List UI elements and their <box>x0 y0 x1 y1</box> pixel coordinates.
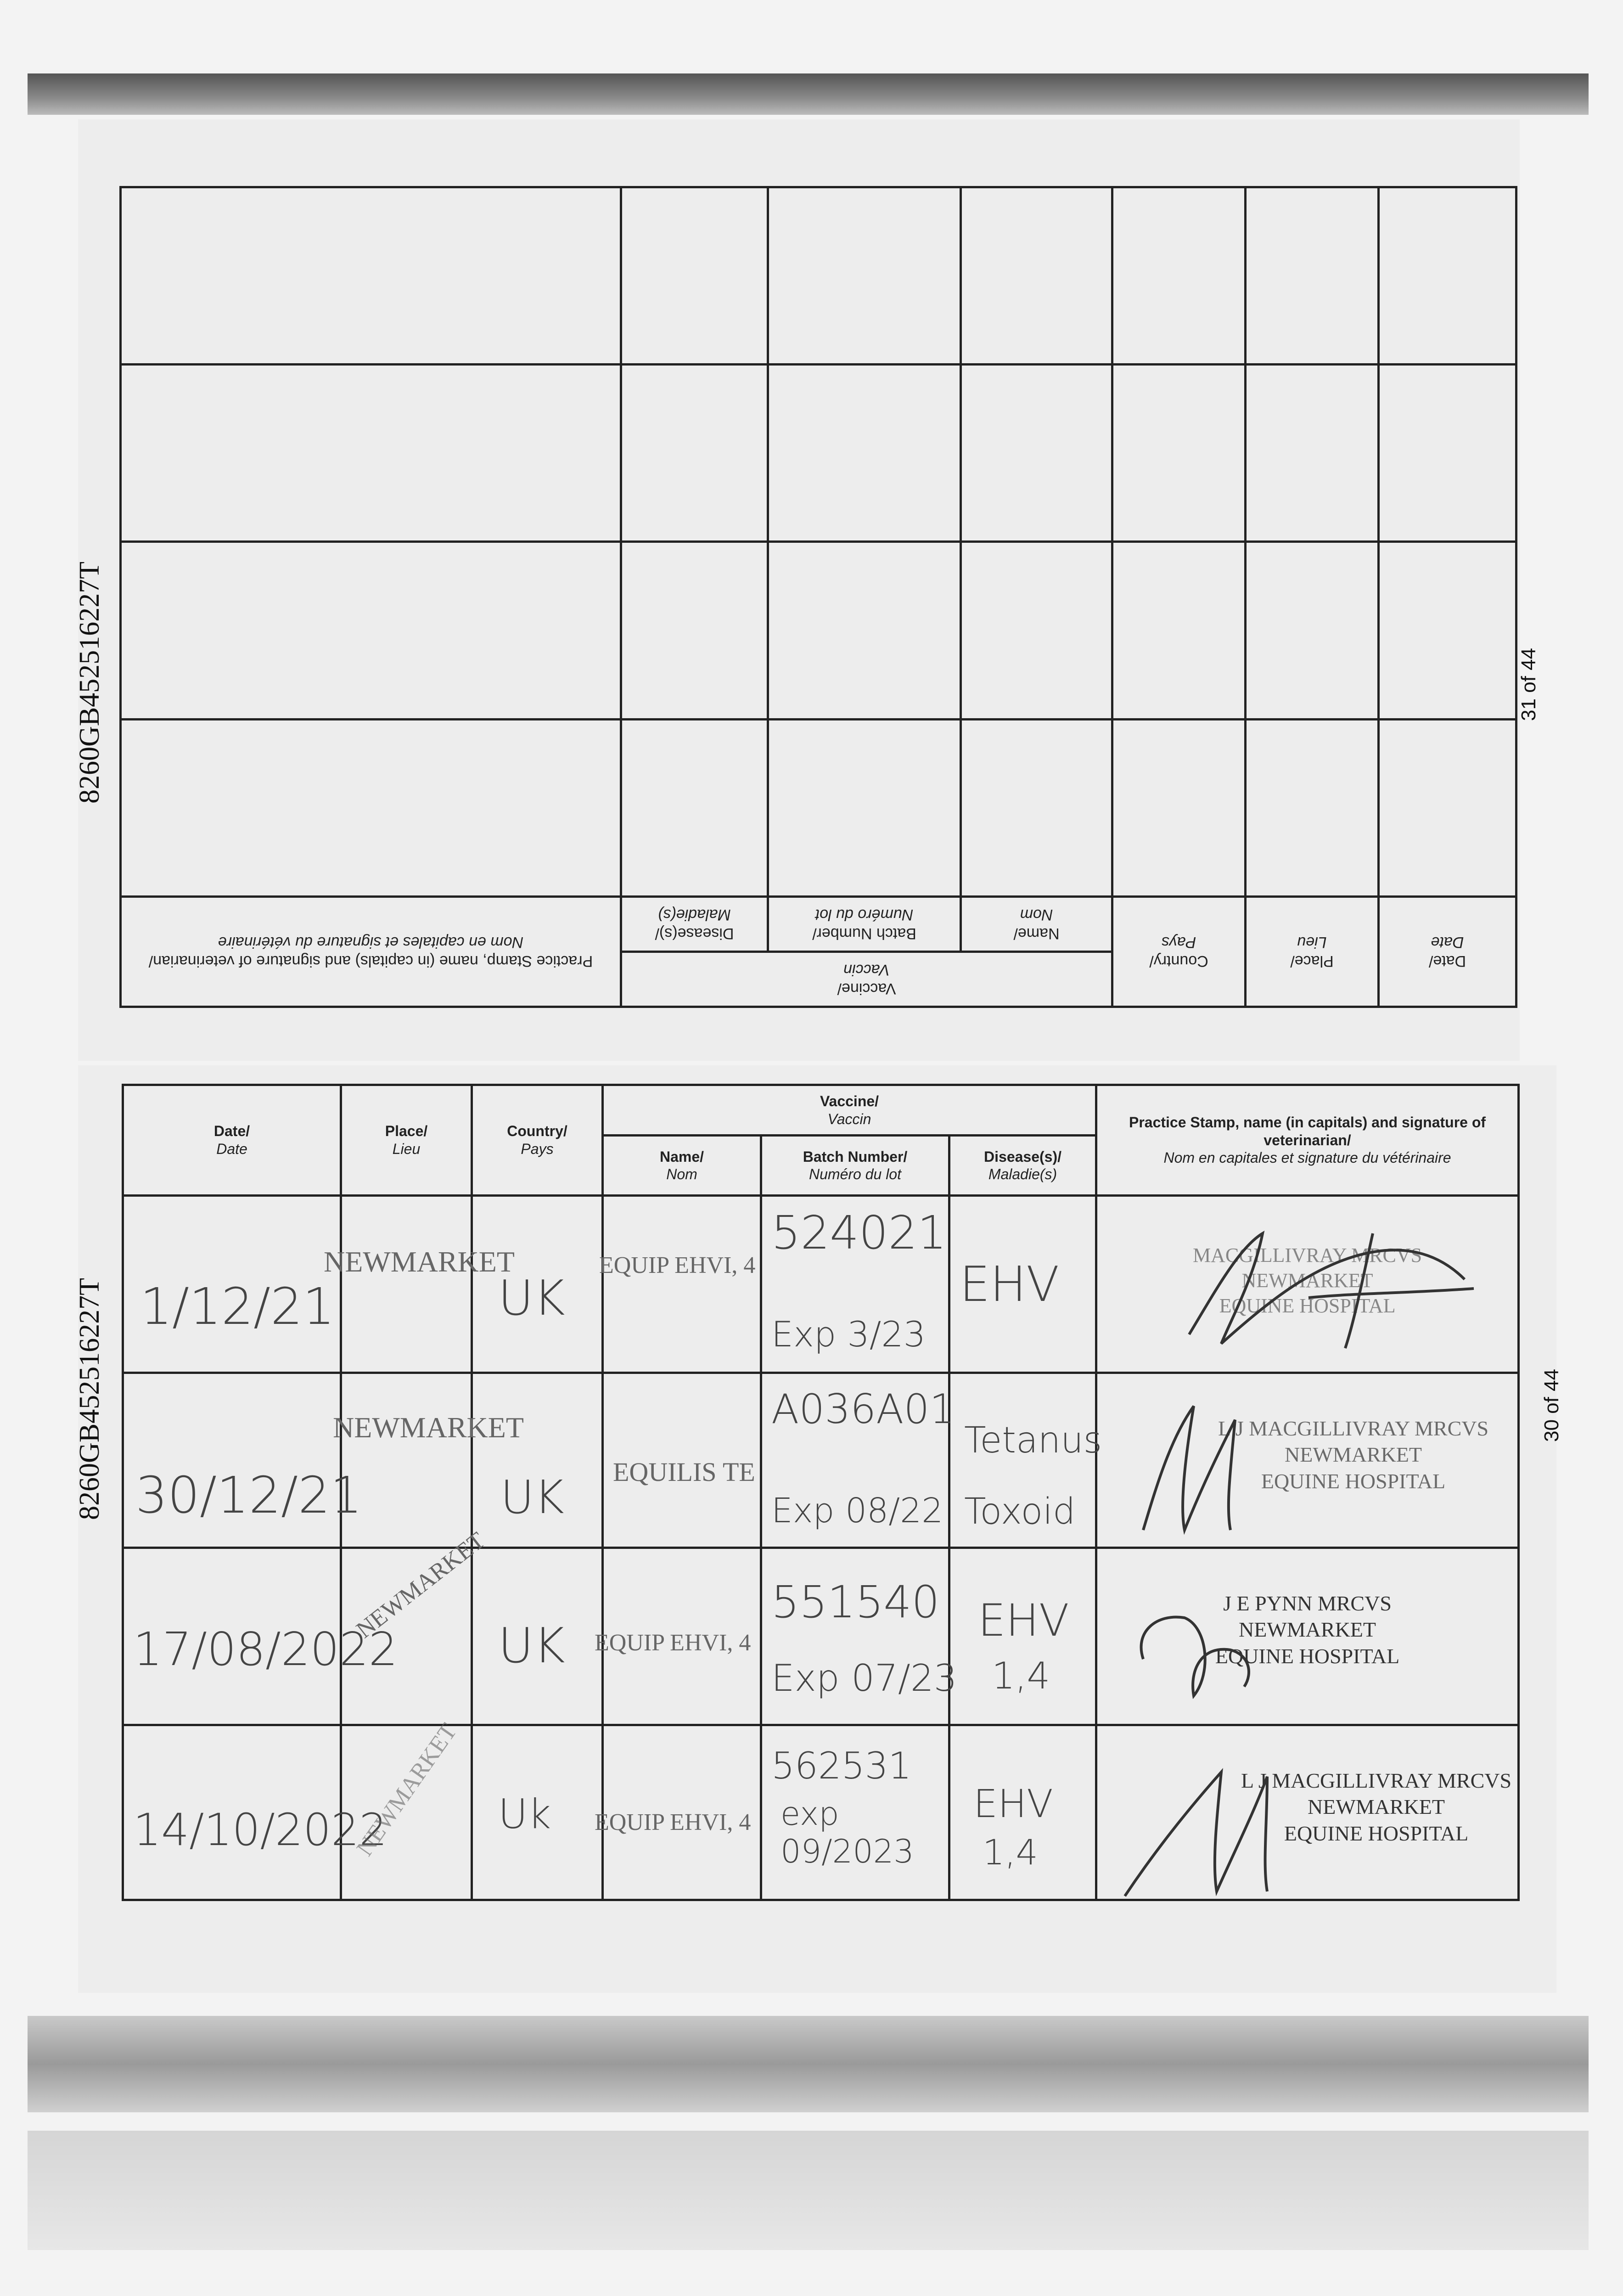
blank-row <box>121 187 1516 365</box>
date-entry: 17/08/2022 <box>133 1622 398 1676</box>
page-number-upper: 31 of 44 <box>1517 647 1540 721</box>
document-id-lower: 8260GB452516227T <box>74 1278 105 1520</box>
disease-entry: EHV <box>973 1781 1053 1826</box>
disease-entry-2: Toxoid <box>964 1491 1076 1532</box>
vet-signature <box>1116 1392 1299 1539</box>
scan-shadow-top <box>28 73 1589 115</box>
vet-signature <box>1116 1215 1492 1353</box>
vaccination-table <box>122 1084 1520 1901</box>
header-vaccine: Vaccine/ Vaccin <box>621 952 1112 1007</box>
vaccination-row <box>123 1373 1519 1548</box>
header-batch: Batch Number/ Numéro du lot <box>768 897 961 952</box>
header-batch: Batch Number/ Numéro du lot <box>761 1136 949 1195</box>
vaccination-row <box>123 1548 1519 1725</box>
date-entry: 30/12/21 <box>135 1465 363 1525</box>
vaccine-name-stamp: EQUIP EHVI, 4 <box>595 1809 751 1835</box>
disease-entry: EHV <box>978 1594 1069 1646</box>
vet-signature <box>1116 1567 1299 1714</box>
disease-entry: Tetanus <box>964 1419 1102 1461</box>
disease-entry-2: 1,4 <box>992 1654 1050 1697</box>
batch-expiry: Exp 07/23 <box>771 1656 957 1699</box>
batch-number: 551540 <box>771 1576 940 1628</box>
vaccination-table-blank <box>122 186 1517 1008</box>
disease-entry: EHV <box>960 1256 1060 1312</box>
header-date: Date/ Date <box>123 1085 341 1196</box>
place-stamp: NEWMARKET <box>351 1718 462 1861</box>
batch-number: A036A01 <box>771 1385 955 1433</box>
vet-stamp: J E PYNN MRCVS NEWMARKET EQUINE HOSPITAL <box>1215 1591 1400 1668</box>
vaccine-name-stamp: EQUIP EHVI, 4 <box>599 1252 756 1278</box>
header-date: Date/ Date <box>1379 897 1516 1007</box>
header-disease: Disease(s)/ Maladie(s) <box>949 1136 1096 1195</box>
header-name: Name/ Nom <box>603 1136 761 1195</box>
batch-expiry: Exp 3/23 <box>771 1313 926 1355</box>
header-name: Name/ Nom <box>961 897 1112 952</box>
header-place: Place/ Lieu <box>341 1085 472 1196</box>
header-country: Country/ Pays <box>1112 897 1246 1007</box>
header-disease: Disease(s)/ Maladie(s) <box>621 897 768 952</box>
document-id-upper: 8260GB452516227T <box>74 562 105 804</box>
place-stamp: NEWMARKET <box>324 1245 515 1278</box>
batch-number: 524021 <box>771 1205 947 1260</box>
vet-stamp: L J MACGILLIVRAY MRCVS NEWMARKET EQUINE HOSPITAL <box>1241 1768 1512 1845</box>
vet-stamp: MACGILLIVRAY MRCVS NEWMARKET EQUINE HOSPITAL <box>1192 1244 1422 1317</box>
header-place: Place/ Lieu <box>1246 897 1379 1007</box>
date-entry: 1/12/21 <box>140 1277 335 1336</box>
vaccine-name-stamp: EQUIP EHVI, 4 <box>595 1629 751 1656</box>
vaccination-row <box>123 1725 1519 1900</box>
scan-shadow-bottom <box>28 2016 1589 2112</box>
blank-row <box>121 365 1516 542</box>
header-country: Country/ Pays <box>472 1085 603 1196</box>
place-stamp: NEWMARKET <box>351 1527 490 1643</box>
blank-row <box>121 719 1516 896</box>
vaccination-row <box>123 1195 1519 1373</box>
date-entry: 14/10/2022 <box>133 1804 387 1856</box>
batch-expiry: exp 09/2023 <box>781 1795 914 1870</box>
header-vaccine: Vaccine/ Vaccin <box>603 1085 1096 1136</box>
batch-number: 562531 <box>771 1744 912 1787</box>
page-number-lower: 30 of 44 <box>1540 1368 1563 1442</box>
country-entry: UK <box>498 1270 565 1326</box>
vet-stamp: L J MACGILLIVRAY MRCVS NEWMARKET EQUINE HOSPITAL <box>1218 1416 1489 1493</box>
vet-signature <box>1116 1745 1345 1901</box>
country-entry: UK <box>500 1470 564 1524</box>
place-stamp: NEWMARKET <box>333 1411 524 1444</box>
blank-row <box>121 542 1516 719</box>
header-stamp: Practice Stamp, name (in capitals) and signature of veterinarian/ Nom en capitales et signature du vétérinaire <box>121 897 621 1007</box>
country-entry: UK <box>498 1617 565 1674</box>
scan-shadow-bottom-edge <box>28 2131 1589 2250</box>
country-entry: Uk <box>498 1790 551 1838</box>
header-stamp: Practice Stamp, name (in capitals) and signature of veterinarian/ Nom en capitales et signature du vétérinaire <box>1096 1085 1519 1196</box>
disease-entry-2: 1,4 <box>983 1831 1038 1873</box>
batch-expiry: Exp 08/22 <box>771 1491 943 1531</box>
vaccine-name-stamp: EQUILIS TE <box>613 1457 755 1487</box>
